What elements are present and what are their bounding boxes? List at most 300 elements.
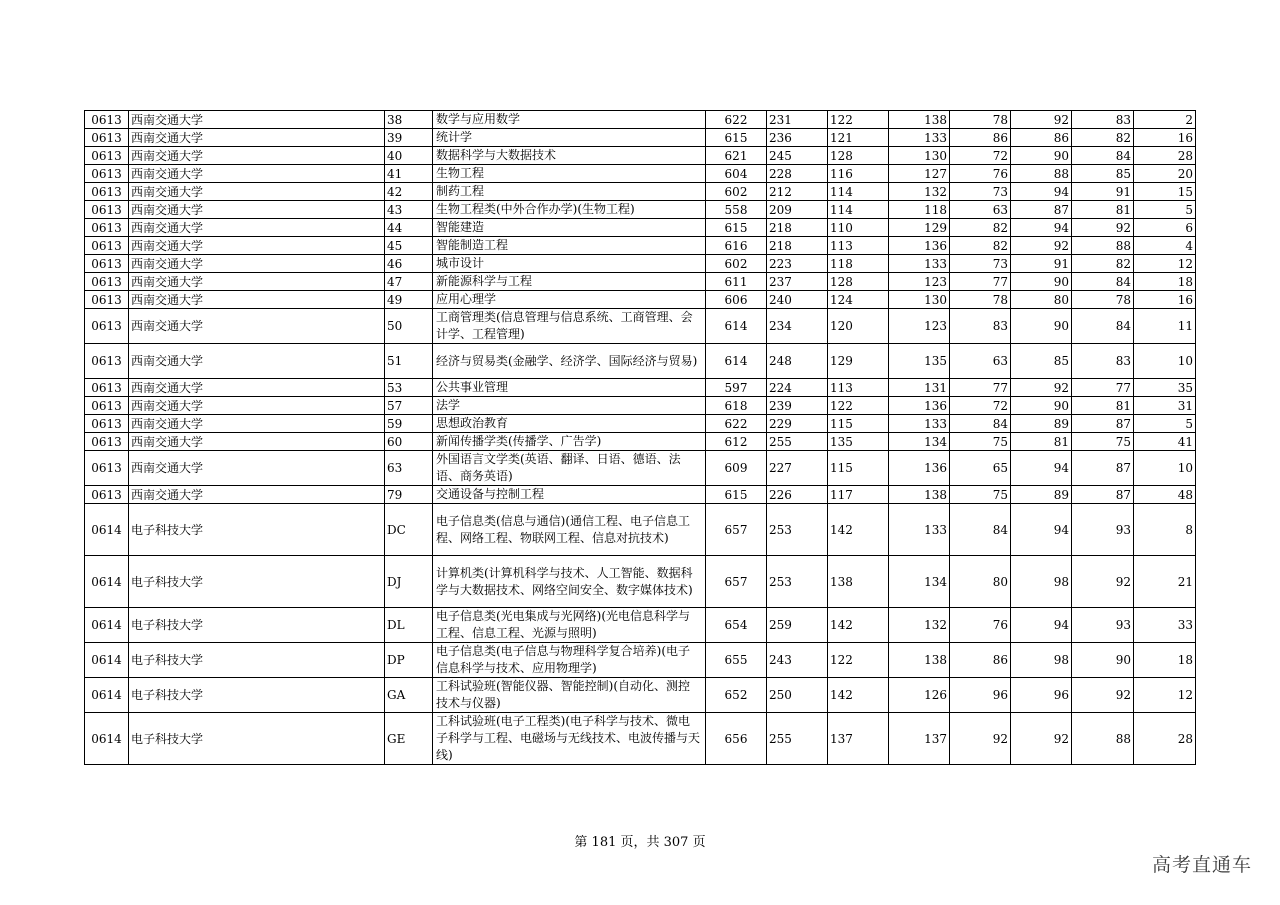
cell-school-code: 0613: [85, 201, 129, 219]
cell-major-code: 43: [385, 201, 433, 219]
cell-score-1: 652: [706, 678, 767, 713]
cell-score-1: 622: [706, 415, 767, 433]
cell-score-4: 130: [889, 291, 950, 309]
cell-score-1: 612: [706, 433, 767, 451]
cell-score-8: 18: [1134, 643, 1196, 678]
cell-score-1: 602: [706, 255, 767, 273]
cell-school-name: 西南交通大学: [129, 165, 385, 183]
cell-score-4: 138: [889, 486, 950, 504]
table-body: [85, 111, 1196, 765]
cell-score-3: 110: [828, 219, 889, 237]
cell-major-name: 工科试验班(智能仪器、智能控制)(自动化、测控技术与仪器): [433, 678, 706, 713]
cell-school-name: 电子科技大学: [129, 504, 385, 556]
cell-score-8: 48: [1134, 486, 1196, 504]
cell-school-code: 0613: [85, 433, 129, 451]
cell-major-name: 数据科学与大数据技术: [433, 147, 706, 165]
cell-score-6: 90: [1011, 309, 1072, 344]
cell-score-3: 117: [828, 486, 889, 504]
cell-score-3: 128: [828, 147, 889, 165]
cell-school-name: 电子科技大学: [129, 713, 385, 765]
cell-score-3: 124: [828, 291, 889, 309]
cell-score-6: 98: [1011, 556, 1072, 608]
table-row: [85, 255, 1196, 273]
cell-score-7: 88: [1072, 237, 1134, 255]
cell-score-6: 92: [1011, 713, 1072, 765]
cell-score-1: 622: [706, 111, 767, 129]
table-row: [85, 713, 1196, 765]
cell-score-8: 16: [1134, 129, 1196, 147]
cell-score-4: 132: [889, 183, 950, 201]
cell-school-code: 0614: [85, 608, 129, 643]
cell-school-code: 0613: [85, 291, 129, 309]
cell-score-7: 83: [1072, 344, 1134, 379]
cell-school-code: 0613: [85, 379, 129, 397]
cell-score-4: 130: [889, 147, 950, 165]
cell-score-2: 255: [767, 713, 828, 765]
cell-score-5: 72: [950, 397, 1011, 415]
cell-score-8: 12: [1134, 255, 1196, 273]
cell-major-name: 工商管理类(信息管理与信息系统、工商管理、会计学、工程管理): [433, 309, 706, 344]
table-row: [85, 273, 1196, 291]
table-row: [85, 183, 1196, 201]
cell-school-name: 西南交通大学: [129, 237, 385, 255]
cell-school-code: 0613: [85, 111, 129, 129]
cell-score-3: 138: [828, 556, 889, 608]
cell-school-name: 西南交通大学: [129, 111, 385, 129]
cell-score-5: 75: [950, 486, 1011, 504]
cell-major-name: 智能建造: [433, 219, 706, 237]
cell-score-1: 615: [706, 486, 767, 504]
cell-major-name: 外国语言文学类(英语、翻译、日语、德语、法语、商务英语): [433, 451, 706, 486]
cell-major-name: 制药工程: [433, 183, 706, 201]
cell-score-2: 218: [767, 219, 828, 237]
cell-major-name: 法学: [433, 397, 706, 415]
cell-score-4: 138: [889, 111, 950, 129]
cell-school-code: 0613: [85, 219, 129, 237]
table-row: [85, 556, 1196, 608]
cell-major-code: 51: [385, 344, 433, 379]
cell-score-6: 89: [1011, 415, 1072, 433]
cell-score-3: 137: [828, 713, 889, 765]
cell-score-1: 609: [706, 451, 767, 486]
cell-major-code: 44: [385, 219, 433, 237]
cell-score-5: 96: [950, 678, 1011, 713]
cell-score-7: 88: [1072, 713, 1134, 765]
table-row: [85, 608, 1196, 643]
cell-score-5: 78: [950, 111, 1011, 129]
cell-score-8: 5: [1134, 415, 1196, 433]
cell-school-code: 0613: [85, 397, 129, 415]
cell-school-code: 0614: [85, 678, 129, 713]
cell-score-2: 227: [767, 451, 828, 486]
cell-school-code: 0614: [85, 643, 129, 678]
cell-major-code: DP: [385, 643, 433, 678]
cell-score-4: 135: [889, 344, 950, 379]
cell-school-code: 0613: [85, 255, 129, 273]
cell-major-code: DL: [385, 608, 433, 643]
cell-school-code: 0613: [85, 309, 129, 344]
cell-school-code: 0613: [85, 165, 129, 183]
cell-score-2: 212: [767, 183, 828, 201]
cell-score-1: 606: [706, 291, 767, 309]
cell-major-code: 59: [385, 415, 433, 433]
cell-major-name: 生物工程: [433, 165, 706, 183]
cell-major-code: 60: [385, 433, 433, 451]
cell-score-6: 94: [1011, 219, 1072, 237]
table-row: [85, 433, 1196, 451]
cell-score-2: 209: [767, 201, 828, 219]
cell-score-3: 118: [828, 255, 889, 273]
cell-score-3: 116: [828, 165, 889, 183]
cell-score-4: 133: [889, 129, 950, 147]
table-row: [85, 344, 1196, 379]
cell-score-2: 245: [767, 147, 828, 165]
cell-major-name: 新能源科学与工程: [433, 273, 706, 291]
cell-score-4: 126: [889, 678, 950, 713]
cell-score-8: 16: [1134, 291, 1196, 309]
cell-score-7: 93: [1072, 608, 1134, 643]
cell-score-3: 122: [828, 397, 889, 415]
cell-score-8: 8: [1134, 504, 1196, 556]
cell-school-name: 西南交通大学: [129, 201, 385, 219]
cell-score-1: 654: [706, 608, 767, 643]
cell-school-name: 西南交通大学: [129, 219, 385, 237]
table-row: [85, 219, 1196, 237]
cell-score-4: 136: [889, 237, 950, 255]
cell-score-2: 218: [767, 237, 828, 255]
cell-score-2: 237: [767, 273, 828, 291]
cell-school-name: 西南交通大学: [129, 147, 385, 165]
cell-score-8: 35: [1134, 379, 1196, 397]
cell-score-4: 136: [889, 451, 950, 486]
table-row: [85, 129, 1196, 147]
cell-school-name: 西南交通大学: [129, 183, 385, 201]
cell-score-5: 82: [950, 219, 1011, 237]
cell-score-4: 131: [889, 379, 950, 397]
cell-score-2: 250: [767, 678, 828, 713]
cell-school-name: 西南交通大学: [129, 379, 385, 397]
cell-score-1: 615: [706, 129, 767, 147]
cell-major-name: 应用心理学: [433, 291, 706, 309]
cell-score-2: 234: [767, 309, 828, 344]
cell-school-name: 西南交通大学: [129, 255, 385, 273]
cell-major-name: 城市设计: [433, 255, 706, 273]
cell-score-5: 63: [950, 344, 1011, 379]
cell-score-6: 96: [1011, 678, 1072, 713]
cell-score-6: 92: [1011, 237, 1072, 255]
cell-score-5: 76: [950, 165, 1011, 183]
cell-major-name: 电子信息类(电子信息与物理科学复合培养)(电子信息科学与技术、应用物理学): [433, 643, 706, 678]
cell-score-7: 92: [1072, 556, 1134, 608]
table-row: [85, 291, 1196, 309]
cell-score-8: 20: [1134, 165, 1196, 183]
cell-major-name: 公共事业管理: [433, 379, 706, 397]
cell-major-name: 智能制造工程: [433, 237, 706, 255]
cell-score-2: 229: [767, 415, 828, 433]
cell-major-name: 新闻传播学类(传播学、广告学): [433, 433, 706, 451]
cell-score-3: 142: [828, 608, 889, 643]
cell-score-2: 226: [767, 486, 828, 504]
cell-school-code: 0613: [85, 486, 129, 504]
cell-score-3: 113: [828, 379, 889, 397]
cell-score-7: 84: [1072, 309, 1134, 344]
score-table: [84, 110, 1196, 765]
cell-score-2: 239: [767, 397, 828, 415]
cell-score-5: 73: [950, 255, 1011, 273]
cell-major-code: 79: [385, 486, 433, 504]
cell-score-4: 132: [889, 608, 950, 643]
cell-score-8: 10: [1134, 451, 1196, 486]
cell-school-name: 西南交通大学: [129, 433, 385, 451]
cell-score-2: 243: [767, 643, 828, 678]
cell-score-6: 98: [1011, 643, 1072, 678]
cell-major-code: 47: [385, 273, 433, 291]
page-footer: 第 181 页，共 307 页: [574, 835, 706, 850]
cell-score-6: 92: [1011, 111, 1072, 129]
cell-score-6: 94: [1011, 608, 1072, 643]
cell-major-code: 42: [385, 183, 433, 201]
table-row: [85, 379, 1196, 397]
cell-score-8: 12: [1134, 678, 1196, 713]
cell-score-7: 90: [1072, 643, 1134, 678]
cell-score-6: 91: [1011, 255, 1072, 273]
cell-major-code: 53: [385, 379, 433, 397]
cell-major-code: DJ: [385, 556, 433, 608]
cell-major-name: 电子信息类(信息与通信)(通信工程、电子信息工程、网络工程、物联网工程、信息对抗技术): [433, 504, 706, 556]
cell-major-code: 39: [385, 129, 433, 147]
cell-school-name: 西南交通大学: [129, 309, 385, 344]
cell-score-6: 90: [1011, 147, 1072, 165]
cell-major-code: 50: [385, 309, 433, 344]
cell-score-6: 92: [1011, 379, 1072, 397]
cell-score-8: 28: [1134, 147, 1196, 165]
cell-school-code: 0613: [85, 183, 129, 201]
cell-school-code: 0614: [85, 713, 129, 765]
table-row: [85, 165, 1196, 183]
cell-score-1: 621: [706, 147, 767, 165]
cell-major-name: 经济与贸易类(金融学、经济学、国际经济与贸易): [433, 344, 706, 379]
table-row: [85, 415, 1196, 433]
cell-school-code: 0613: [85, 415, 129, 433]
cell-score-4: 129: [889, 219, 950, 237]
cell-score-6: 88: [1011, 165, 1072, 183]
cell-school-name: 电子科技大学: [129, 678, 385, 713]
cell-school-name: 西南交通大学: [129, 397, 385, 415]
cell-major-name: 生物工程类(中外合作办学)(生物工程): [433, 201, 706, 219]
cell-score-8: 6: [1134, 219, 1196, 237]
cell-score-1: 618: [706, 397, 767, 415]
cell-major-code: 45: [385, 237, 433, 255]
cell-score-1: 616: [706, 237, 767, 255]
cell-score-1: 614: [706, 309, 767, 344]
cell-score-1: 604: [706, 165, 767, 183]
cell-score-5: 76: [950, 608, 1011, 643]
cell-score-5: 72: [950, 147, 1011, 165]
cell-major-name: 电子信息类(光电集成与光网络)(光电信息科学与工程、信息工程、光源与照明): [433, 608, 706, 643]
cell-score-2: 259: [767, 608, 828, 643]
cell-school-code: 0613: [85, 451, 129, 486]
cell-score-1: 655: [706, 643, 767, 678]
table-row: [85, 643, 1196, 678]
cell-school-name: 西南交通大学: [129, 291, 385, 309]
cell-school-name: 西南交通大学: [129, 344, 385, 379]
cell-score-4: 136: [889, 397, 950, 415]
cell-major-code: 41: [385, 165, 433, 183]
cell-score-2: 240: [767, 291, 828, 309]
cell-score-3: 113: [828, 237, 889, 255]
cell-score-6: 89: [1011, 486, 1072, 504]
watermark: 高考直通车: [1151, 854, 1252, 876]
cell-score-4: 123: [889, 273, 950, 291]
cell-major-name: 统计学: [433, 129, 706, 147]
table-row: [85, 486, 1196, 504]
cell-score-3: 121: [828, 129, 889, 147]
cell-score-1: 597: [706, 379, 767, 397]
cell-major-name: 数学与应用数学: [433, 111, 706, 129]
cell-score-2: 224: [767, 379, 828, 397]
cell-score-1: 615: [706, 219, 767, 237]
cell-score-3: 135: [828, 433, 889, 451]
cell-score-5: 63: [950, 201, 1011, 219]
cell-school-code: 0613: [85, 147, 129, 165]
cell-score-2: 231: [767, 111, 828, 129]
cell-score-7: 81: [1072, 397, 1134, 415]
cell-score-3: 122: [828, 643, 889, 678]
cell-score-5: 82: [950, 237, 1011, 255]
cell-score-1: 614: [706, 344, 767, 379]
cell-school-name: 电子科技大学: [129, 643, 385, 678]
cell-score-2: 223: [767, 255, 828, 273]
cell-score-6: 86: [1011, 129, 1072, 147]
cell-score-3: 122: [828, 111, 889, 129]
cell-score-1: 611: [706, 273, 767, 291]
cell-score-5: 78: [950, 291, 1011, 309]
cell-score-7: 75: [1072, 433, 1134, 451]
cell-score-7: 81: [1072, 201, 1134, 219]
cell-score-6: 80: [1011, 291, 1072, 309]
cell-score-4: 137: [889, 713, 950, 765]
cell-score-3: 129: [828, 344, 889, 379]
cell-score-7: 87: [1072, 486, 1134, 504]
cell-score-1: 558: [706, 201, 767, 219]
cell-score-4: 134: [889, 433, 950, 451]
cell-score-8: 31: [1134, 397, 1196, 415]
table-row: [85, 309, 1196, 344]
cell-score-2: 248: [767, 344, 828, 379]
cell-score-4: 133: [889, 504, 950, 556]
cell-score-6: 94: [1011, 183, 1072, 201]
cell-score-6: 90: [1011, 273, 1072, 291]
cell-school-code: 0613: [85, 273, 129, 291]
cell-score-7: 84: [1072, 273, 1134, 291]
cell-score-7: 87: [1072, 415, 1134, 433]
cell-major-code: 49: [385, 291, 433, 309]
table-row: [85, 451, 1196, 486]
cell-score-7: 82: [1072, 129, 1134, 147]
cell-score-4: 133: [889, 255, 950, 273]
cell-score-4: 133: [889, 415, 950, 433]
cell-school-name: 电子科技大学: [129, 608, 385, 643]
table-row: [85, 201, 1196, 219]
table-row: [85, 504, 1196, 556]
cell-score-7: 91: [1072, 183, 1134, 201]
cell-score-8: 41: [1134, 433, 1196, 451]
cell-score-8: 5: [1134, 201, 1196, 219]
table-row: [85, 147, 1196, 165]
table-row: [85, 111, 1196, 129]
cell-score-5: 65: [950, 451, 1011, 486]
cell-major-code: 38: [385, 111, 433, 129]
cell-major-name: 交通设备与控制工程: [433, 486, 706, 504]
cell-school-code: 0613: [85, 344, 129, 379]
cell-score-3: 114: [828, 183, 889, 201]
cell-score-2: 255: [767, 433, 828, 451]
cell-major-code: GA: [385, 678, 433, 713]
cell-score-5: 86: [950, 643, 1011, 678]
cell-major-code: 63: [385, 451, 433, 486]
cell-score-8: 28: [1134, 713, 1196, 765]
cell-score-5: 80: [950, 556, 1011, 608]
cell-score-5: 77: [950, 379, 1011, 397]
cell-school-name: 西南交通大学: [129, 486, 385, 504]
cell-school-name: 西南交通大学: [129, 451, 385, 486]
cell-school-code: 0613: [85, 237, 129, 255]
cell-score-1: 657: [706, 504, 767, 556]
cell-score-5: 77: [950, 273, 1011, 291]
cell-score-3: 142: [828, 504, 889, 556]
cell-score-7: 92: [1072, 678, 1134, 713]
cell-score-6: 90: [1011, 397, 1072, 415]
cell-score-7: 93: [1072, 504, 1134, 556]
cell-score-8: 2: [1134, 111, 1196, 129]
cell-major-code: 40: [385, 147, 433, 165]
cell-score-5: 86: [950, 129, 1011, 147]
cell-score-8: 11: [1134, 309, 1196, 344]
cell-school-code: 0614: [85, 504, 129, 556]
cell-score-2: 253: [767, 504, 828, 556]
cell-score-3: 115: [828, 415, 889, 433]
cell-score-8: 21: [1134, 556, 1196, 608]
cell-score-7: 82: [1072, 255, 1134, 273]
cell-major-name: 计算机类(计算机科学与技术、人工智能、数据科学与大数据技术、网络空间安全、数字媒体技术): [433, 556, 706, 608]
cell-score-7: 83: [1072, 111, 1134, 129]
cell-score-3: 115: [828, 451, 889, 486]
cell-score-5: 84: [950, 415, 1011, 433]
cell-score-7: 78: [1072, 291, 1134, 309]
cell-score-2: 228: [767, 165, 828, 183]
cell-score-6: 81: [1011, 433, 1072, 451]
cell-score-4: 138: [889, 643, 950, 678]
cell-score-6: 94: [1011, 451, 1072, 486]
cell-score-4: 123: [889, 309, 950, 344]
cell-score-6: 85: [1011, 344, 1072, 379]
cell-score-3: 142: [828, 678, 889, 713]
table-row: [85, 678, 1196, 713]
cell-score-1: 656: [706, 713, 767, 765]
cell-school-name: 西南交通大学: [129, 273, 385, 291]
cell-major-code: DC: [385, 504, 433, 556]
cell-school-code: 0614: [85, 556, 129, 608]
cell-score-1: 602: [706, 183, 767, 201]
cell-major-code: 46: [385, 255, 433, 273]
cell-score-5: 84: [950, 504, 1011, 556]
cell-score-4: 127: [889, 165, 950, 183]
cell-major-code: GE: [385, 713, 433, 765]
cell-score-6: 94: [1011, 504, 1072, 556]
cell-school-code: 0613: [85, 129, 129, 147]
cell-score-3: 128: [828, 273, 889, 291]
cell-score-8: 33: [1134, 608, 1196, 643]
